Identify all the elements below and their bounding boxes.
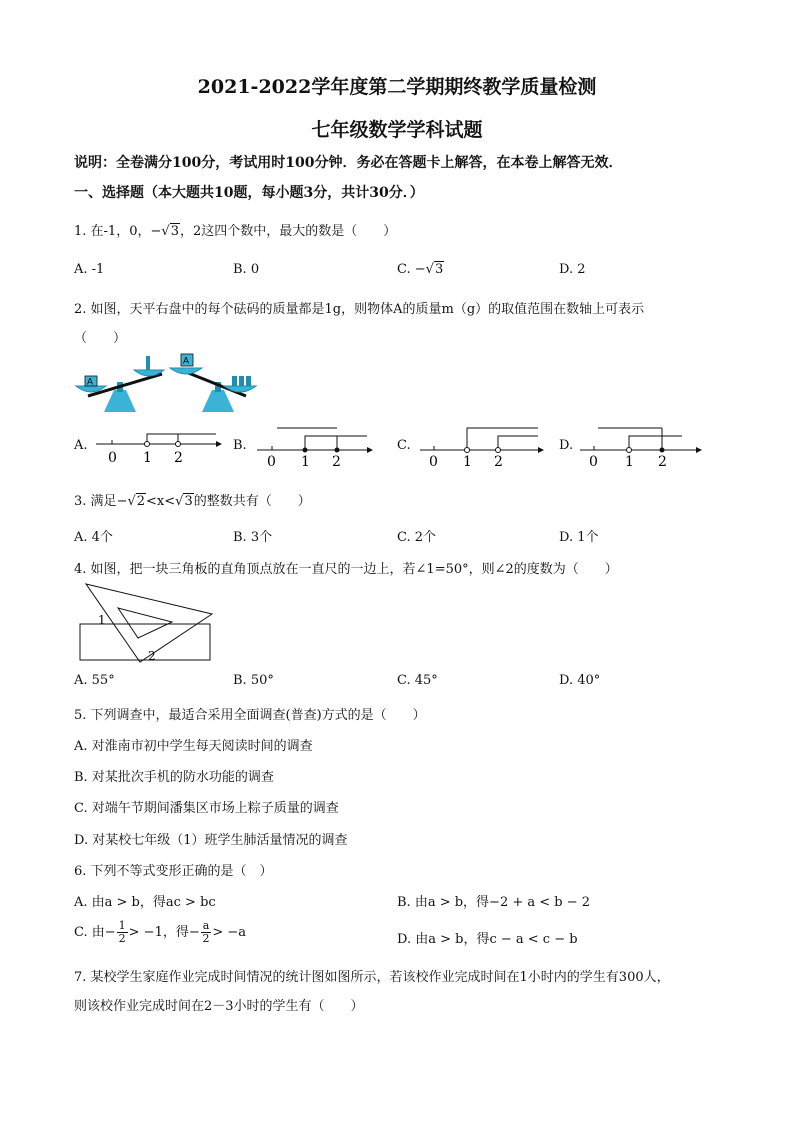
q3-option-c[interactable]: C. 2个 xyxy=(397,530,437,545)
q3-mid: <x< xyxy=(146,494,176,509)
tick-2: 2 xyxy=(332,454,341,470)
tick-1: 1 xyxy=(143,450,152,466)
exam-title: 2021-2022学年度第二学期期终教学质量检测 xyxy=(197,76,597,98)
weight-label-a-right: A xyxy=(183,355,190,366)
q3-radicand-2: 3 xyxy=(184,494,193,509)
q3-radicand-1: 2 xyxy=(136,494,146,509)
tick-0: 0 xyxy=(267,454,276,470)
q2-numberline-b xyxy=(255,426,380,470)
q6-option-b[interactable]: B. 由a > b，得−2 + a < b − 2 xyxy=(397,895,591,910)
q4-option-a[interactable]: A. 55° xyxy=(74,673,115,688)
sqrt-icon: √ xyxy=(425,262,434,277)
frac1-num: 1 xyxy=(118,919,126,932)
tick-2: 2 xyxy=(494,454,503,470)
tick-1: 1 xyxy=(463,454,472,470)
weight-label-a-left: A xyxy=(87,376,94,387)
question-2-paren: （ ） xyxy=(74,331,127,346)
q1-prefix: 1. 在-1，0， xyxy=(74,224,151,239)
q6-c-mid: > −1，得− xyxy=(128,925,200,940)
q1-radicand: 3 xyxy=(170,224,179,239)
triangle-ruler-figure xyxy=(78,580,218,664)
frac1-den: 2 xyxy=(118,932,126,945)
q6-option-a[interactable]: A. 由a > b，得ac > bc xyxy=(74,895,216,910)
balance-scales-figure xyxy=(74,352,264,414)
angle-1-label: 1 xyxy=(98,613,106,627)
frac2-den: 2 xyxy=(202,932,210,945)
q4-option-c[interactable]: C. 45° xyxy=(397,673,438,688)
q2-option-b[interactable]: B. xyxy=(233,438,247,453)
q3-prefix: 3. 满足− xyxy=(74,494,128,509)
exam-subtitle: 七年级数学学科试题 xyxy=(311,119,483,141)
q5-option-c[interactable]: C. 对端午节期间潘集区市场上粽子质量的调查 xyxy=(74,801,339,816)
question-6: 6. 下列不等式变形正确的是（ ） xyxy=(74,864,273,879)
sqrt-icon: √ xyxy=(127,494,136,509)
q6-option-c[interactable] xyxy=(74,920,246,945)
q6-c-prefix: C. 由− xyxy=(74,925,116,940)
q6-c-post: > −a xyxy=(212,925,246,940)
fraction-2 xyxy=(201,920,212,945)
q6-option-d[interactable]: D. 由a > b，得c − a < c − b xyxy=(397,932,578,947)
q1-c-radicand: 3 xyxy=(434,262,444,277)
instructions: 说明：全卷满分100分，考试用时100分钟．务必在答题卡上解答，在本卷上解答无效． xyxy=(74,155,623,171)
q1-option-c[interactable] xyxy=(397,262,444,277)
frac2-num: a xyxy=(202,919,210,932)
q4-option-d[interactable]: D. 40° xyxy=(559,673,601,688)
q5-option-d[interactable]: D. 对某校七年级（1）班学生肺活量情况的调查 xyxy=(74,833,348,848)
angle-2-label: 2 xyxy=(148,649,156,663)
tick-2: 2 xyxy=(174,450,183,466)
q1-neg: − xyxy=(150,224,162,239)
q1-suffix: ，2这四个数中，最大的数是（ ） xyxy=(179,224,397,239)
question-4: 4. 如图，把一块三角板的直角顶点放在一直尺的一边上，若∠1=50°，则∠2的度数为（ ） xyxy=(74,562,618,577)
q2-option-d[interactable]: D. xyxy=(559,438,574,453)
question-2: 2. 如图，天平右盘中的每个砝码的质量都是1g，则物体A的质量m（g）的取值范围在数轴上可表示 xyxy=(74,302,645,317)
q3-option-b[interactable]: B. 3个 xyxy=(233,530,273,545)
q3-option-d[interactable]: D. 1个 xyxy=(559,530,599,545)
section-heading: 一、选择题（本大题共10题，每小题3分，共计30分．） xyxy=(74,185,424,201)
q1-option-d[interactable]: D. 2 xyxy=(559,262,586,277)
tick-1: 1 xyxy=(301,454,310,470)
fraction-1 xyxy=(117,920,128,945)
q1-c-label: C. xyxy=(397,262,411,277)
question-7-line-2: 则该校作业完成时间在2－3小时的学生有（ ） xyxy=(74,999,364,1014)
question-5: 5. 下列调查中，最适合采用全面调查(普查)方式的是（ ） xyxy=(74,708,426,723)
tick-1: 1 xyxy=(625,454,634,470)
question-7-line-1: 7. 某校学生家庭作业完成时间情况的统计图如图所示，若该校作业完成时间在1小时内的学生有300人， xyxy=(74,970,670,985)
q2-numberline-c xyxy=(418,426,548,470)
q1-c-neg: − xyxy=(414,262,426,277)
tick-0: 0 xyxy=(108,450,117,466)
q1-option-a[interactable]: A. -1 xyxy=(74,262,105,277)
tick-0: 0 xyxy=(429,454,438,470)
question-1 xyxy=(74,220,396,239)
q2-numberline-a xyxy=(94,426,224,466)
question-3 xyxy=(74,490,311,509)
tick-2: 2 xyxy=(658,454,667,470)
tick-0: 0 xyxy=(589,454,598,470)
sqrt-icon: √ xyxy=(175,494,184,509)
balance-scale-1 xyxy=(76,356,164,412)
q3-option-a[interactable]: A. 4个 xyxy=(74,530,113,545)
balance-scale-2 xyxy=(170,354,256,412)
sqrt-icon: √ xyxy=(161,224,170,239)
q5-option-a[interactable]: A. 对淮南市初中学生每天阅读时间的调查 xyxy=(74,739,313,754)
q2-option-a[interactable]: A. xyxy=(74,438,88,453)
q2-numberline-d xyxy=(578,426,708,470)
q2-option-c[interactable]: C. xyxy=(397,438,411,453)
q3-suffix: 的整数共有（ ） xyxy=(193,494,311,509)
q1-option-b[interactable]: B. 0 xyxy=(233,262,260,277)
q4-option-b[interactable]: B. 50° xyxy=(233,673,274,688)
q5-option-b[interactable]: B. 对某批次手机的防水功能的调查 xyxy=(74,770,274,785)
